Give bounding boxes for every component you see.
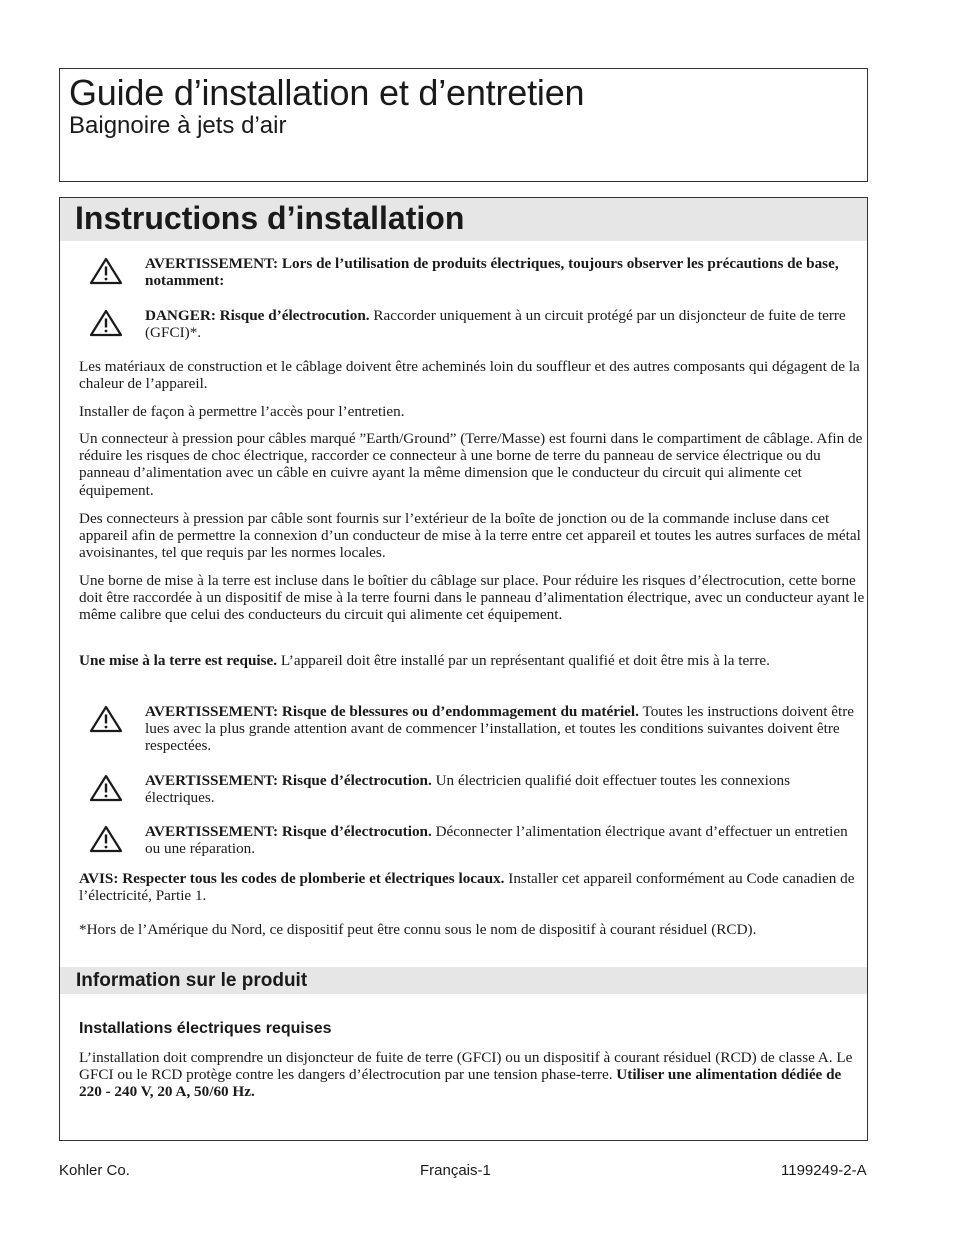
installation-section xyxy=(59,197,868,1141)
warning-triangle-icon xyxy=(88,704,124,734)
document-header xyxy=(59,68,868,182)
warning-label: AVERTISSEMENT: Lors de l’utilisation de produits électriques, toujours observer les précautions de base, notamment: xyxy=(145,255,839,290)
paragraph-grounding-required xyxy=(79,652,865,669)
danger-text: Raccorder uniquement à un circuit protégé par un disjoncteur de fuite de terre (GFCI)*. xyxy=(145,307,846,342)
notice-codes xyxy=(79,870,865,904)
warning-disconnect xyxy=(145,823,857,857)
warning-label: AVERTISSEMENT: Risque d’électrocution. xyxy=(145,823,432,840)
document-subtitle: Baignoire à jets d’air xyxy=(69,112,287,139)
paragraph-routing: Les matériaux de construction et le câblage doivent être acheminés loin du souffleur et des autres composants qui dégagent de la chaleur de l’appareil. xyxy=(79,358,860,393)
electrical-supply-spec: Utiliser une alimentation dédiée de 220 - 240 V, 20 A, 50/60 Hz. xyxy=(79,1066,842,1101)
footer-page-number: Français-1 xyxy=(420,1162,491,1179)
footnote-rcd: *Hors de l’Amérique du Nord, ce dispositif peut être connu sous le nom de dispositif à courant résiduel (RCD). xyxy=(79,921,757,938)
warning-triangle-icon xyxy=(88,824,124,854)
product-section-title: Information sur le produit xyxy=(76,970,308,991)
danger-electrocution xyxy=(145,307,857,341)
notice-text: Installer cet appareil conformément au Code canadien de l’électricité, Partie 1. xyxy=(79,870,855,905)
warning-triangle-icon xyxy=(88,308,124,338)
warning-label: AVERTISSEMENT: Risque d’électrocution. xyxy=(145,772,432,789)
grounding-text: L’appareil doit être installé par un représentant qualifié et doit être mis à la terre. xyxy=(277,652,770,669)
warning-triangle-icon xyxy=(88,256,124,286)
warning-triangle-icon xyxy=(88,773,124,803)
electrical-requirements-text xyxy=(79,1049,865,1101)
warning-basic-precautions xyxy=(145,255,857,289)
paragraph-ground-terminal: Une borne de mise à la terre est incluse dans le boîtier du câblage sur place. Pour réduire les risques d’électrocution, cette borne doit être raccordée à un dispositif de mise à la terre fourni dans le panneau d’alimentation électrique, avec un conducteur ayant le même calibre que celui des conducteurs du circuit qui alimente cet équipement. xyxy=(79,572,865,624)
paragraph-access: Installer de façon à permettre l’accès pour l’entretien. xyxy=(79,403,405,420)
notice-label: AVIS: Respecter tous les codes de plomberie et électriques locaux. xyxy=(79,870,505,887)
paragraph-ground-connector: Un connecteur à pression pour câbles marqué ”Earth/Ground” (Terre/Masse) est fourni dans le compartiment de câblage. Afin de réduire les risques de choc électrique, raccorder ce connecteur à une borne de terre du panneau de service électrique ou du panneau d’alimentation avec un câble en cuivre ayant la même dimension que le conducteur du circuit qui alimente cet équipement. xyxy=(79,430,863,499)
grounding-label: Une mise à la terre est requise. xyxy=(79,652,278,669)
section-heading-bar xyxy=(60,198,867,241)
paragraph-bonding: Des connecteurs à pression par câble sont fournis sur l’extérieur de la boîte de jonction ou de la commande incluse dans cet appareil afin de permettre la connexion d’un conducteur de mise à la terre entre cet appareil et toutes les autres surfaces de métal avoisinantes, tel que requis par les normes locales. xyxy=(79,510,861,562)
section-title: Instructions d’installation xyxy=(75,200,465,236)
product-heading-bar xyxy=(60,967,867,994)
document-title: Guide d’installation et d’entretien xyxy=(69,72,585,113)
footer-company: Kohler Co. xyxy=(59,1162,130,1179)
footer-doc-number: 1199249-2-A xyxy=(781,1162,867,1179)
warning-label: AVERTISSEMENT: Risque de blessures ou d’endommagement du matériel. xyxy=(145,703,639,720)
electrical-requirements-heading: Installations électriques requises xyxy=(79,1020,332,1037)
warning-injury xyxy=(145,703,857,755)
warning-electrician xyxy=(145,772,857,806)
electrical-text: L’installation doit comprendre un disjoncteur de fuite de terre (GFCI) ou un dispositif à courant résiduel (RCD) de classe A. Le GFCI ou le RCD protège contre les dangers d’électrocution par une tension phase-terre. xyxy=(79,1049,853,1084)
warning-text: Toutes les instructions doivent être lues avec la plus grande attention avant de commencer l’installation, et toutes les conditions suivantes doivent être respectées. xyxy=(145,703,854,755)
danger-label: DANGER: Risque d’électrocution. xyxy=(145,307,370,324)
warning-text: Déconnecter l’alimentation électrique avant d’effectuer un entretien ou une réparation. xyxy=(145,823,848,858)
warning-text: Un électricien qualifié doit effectuer toutes les connexions électriques. xyxy=(145,772,790,807)
